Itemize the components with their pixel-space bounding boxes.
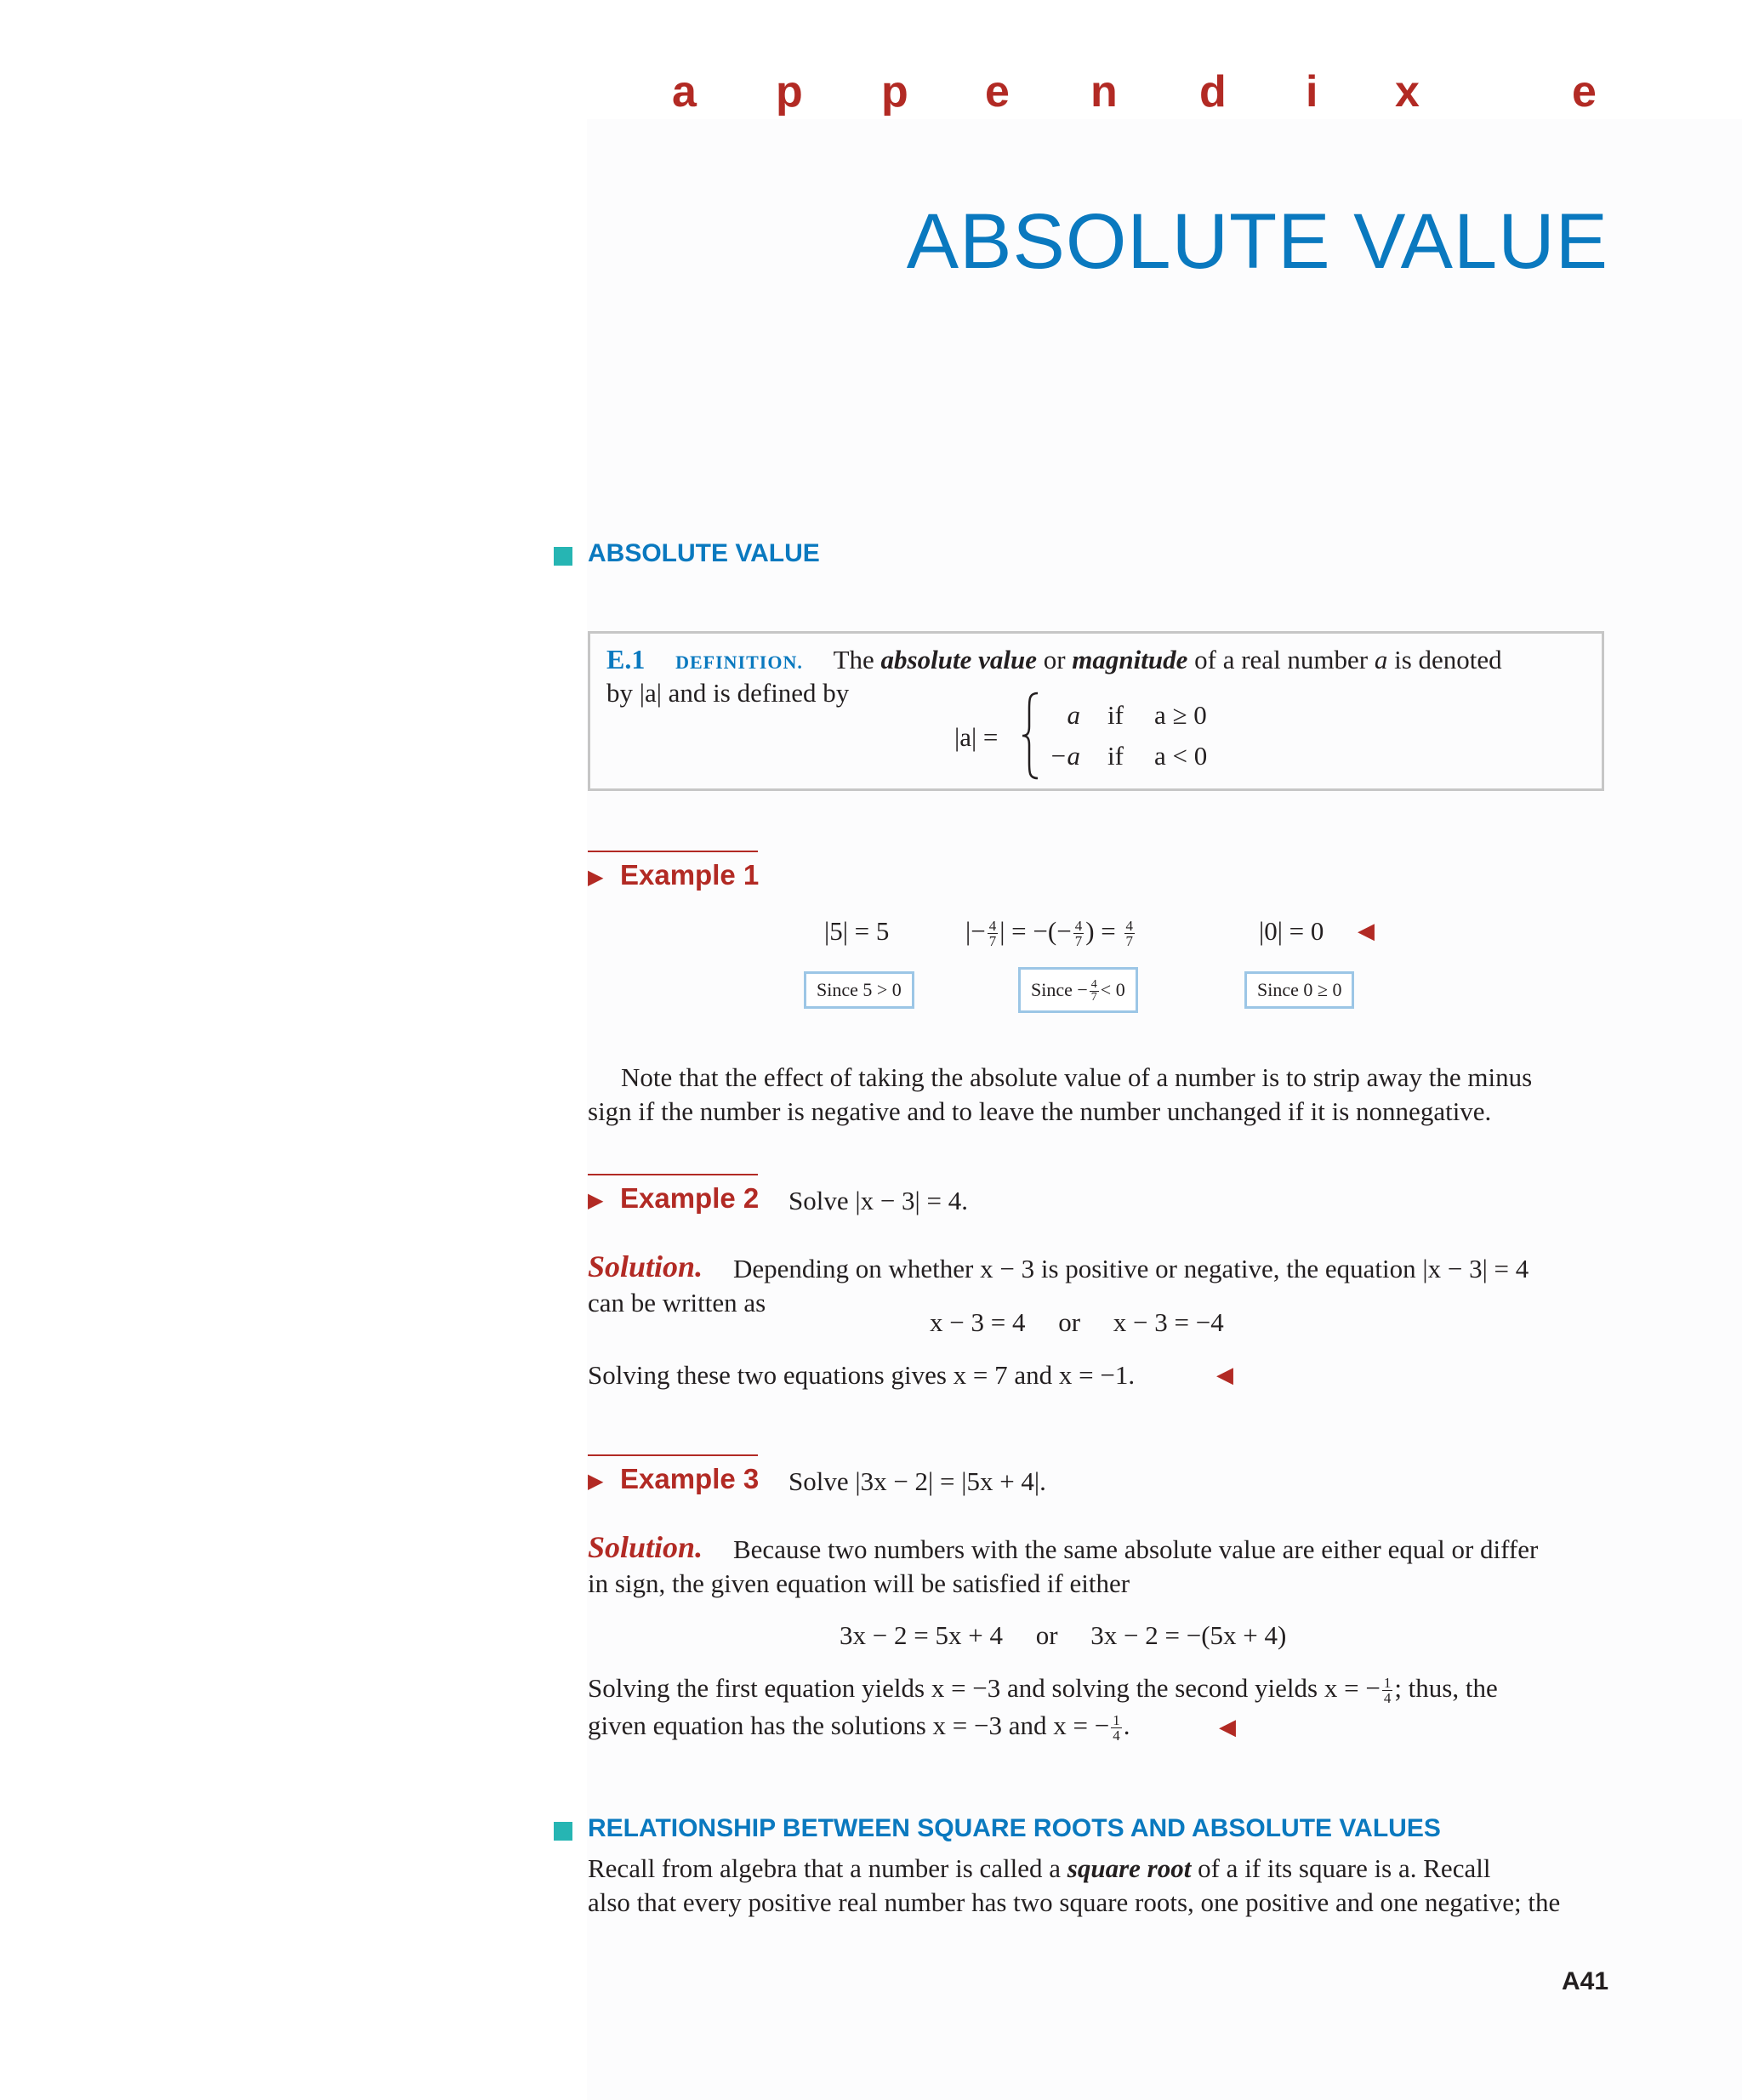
- paragraph-line: Recall from algebra that a number is called a square root of a if its square is a. Recall: [588, 1853, 1491, 1883]
- section-heading: RELATIONSHIP BETWEEN SQUARE ROOTS AND ABSOLUTE VALUES: [588, 1814, 1441, 1842]
- definition-text: is denoted: [1394, 645, 1502, 674]
- section-marker-icon: [554, 1822, 572, 1841]
- definition-number: E.1: [606, 644, 646, 674]
- end-of-example-icon: ◀: [1219, 1715, 1236, 1739]
- definition-text: or: [1043, 645, 1066, 674]
- note-box: Since 5 > 0: [804, 971, 914, 1009]
- case-condition: a ≥ 0: [1154, 700, 1207, 730]
- paragraph-line: in sign, the given equation will be satisfied if either: [588, 1568, 1130, 1598]
- paragraph-line: can be written as: [588, 1288, 766, 1317]
- paragraph-line: Because two numbers with the same absolute value are either equal or differ: [733, 1534, 1539, 1564]
- case-value: −a: [1049, 741, 1080, 771]
- appendix-letter: a: [672, 67, 697, 117]
- definition-term: magnitude: [1072, 645, 1188, 674]
- appendix-letter: i: [1306, 67, 1318, 117]
- definition-lhs: |a| =: [954, 722, 999, 752]
- definition-label: DEFINITION.: [675, 652, 803, 673]
- example-heading: Example 2: [620, 1182, 760, 1214]
- definition-text: of a real number: [1194, 645, 1369, 674]
- definition-line-2: by |a| and is defined by: [606, 678, 850, 708]
- end-of-example-icon: ◀: [1216, 1363, 1233, 1387]
- page-title: ABSOLUTE VALUE: [906, 198, 1608, 285]
- paragraph-line: given equation has the solutions x = −3 and x = − $\frac{1}{4}$ .: [588, 1710, 1130, 1744]
- appendix-letter: d: [1199, 67, 1227, 117]
- display-equation: 3x − 2 = 5x + 4 or 3x − 2 = −(5x + 4): [840, 1620, 1287, 1650]
- solution-label: Solution.: [588, 1249, 703, 1283]
- paragraph-line: also that every positive real number has two square roots, one positive and one negative; the: [588, 1887, 1561, 1917]
- example-arrow-icon: ▶: [588, 1471, 604, 1493]
- example-heading: Example 3: [620, 1463, 760, 1494]
- appendix-letter: n: [1090, 67, 1118, 117]
- appendix-letter: e: [1572, 67, 1597, 117]
- case-if: if: [1107, 741, 1124, 771]
- defined-term: square root: [1067, 1853, 1192, 1883]
- example-rule: [588, 851, 758, 852]
- paragraph-line: Note that the effect of taking the absolute value of a number is to strip away the minus: [621, 1062, 1533, 1092]
- case-value: a: [1067, 700, 1080, 730]
- section-heading: ABSOLUTE VALUE: [588, 539, 820, 567]
- example1-equation: |0| = 0: [1259, 916, 1324, 946]
- definition-term: absolute value: [880, 645, 1037, 674]
- piecewise-brace-icon: [1021, 691, 1041, 781]
- page-number: A41: [1562, 1967, 1609, 1995]
- definition-line-1: [606, 642, 1593, 680]
- example-problem: Solve |x − 3| = 4.: [788, 1186, 968, 1215]
- example-rule: [588, 1174, 758, 1175]
- solution-label: Solution.: [588, 1530, 703, 1564]
- example-heading: Example 1: [620, 859, 760, 891]
- example1-equation: |− $\frac{4}{7}$ | = −(− $\frac{4}{7}$ ) = $\frac{4}{7}$: [965, 916, 1133, 950]
- definition-text: The: [833, 645, 874, 674]
- paragraph-line: Solving the first equation yields x = −3 and solving the second yields x = − $\frac{1}{4}$ ; thus, the: [588, 1673, 1498, 1707]
- end-of-example-icon: ◀: [1358, 919, 1375, 943]
- paragraph-line: Depending on whether x − 3 is positive or negative, the equation |x − 3| = 4: [733, 1254, 1529, 1283]
- display-equation: x − 3 = 4 or x − 3 = −4: [930, 1307, 1224, 1337]
- example-arrow-icon: ▶: [588, 867, 604, 889]
- example-arrow-icon: ▶: [588, 1190, 604, 1212]
- appendix-letter: x: [1395, 67, 1420, 117]
- appendix-letter: p: [776, 67, 803, 117]
- case-if: if: [1107, 700, 1124, 730]
- appendix-letter: e: [985, 67, 1010, 117]
- paragraph-line: Solving these two equations gives x = 7 and x = −1.: [588, 1360, 1136, 1390]
- example-rule: [588, 1454, 758, 1456]
- example-problem: Solve |3x − 2| = |5x + 4|.: [788, 1466, 1046, 1496]
- note-box: Since − $\frac{4}{7}$ < 0: [1018, 967, 1138, 1013]
- example1-equation: |5| = 5: [824, 916, 890, 946]
- appendix-letter: p: [881, 67, 908, 117]
- section-marker-icon: [554, 547, 572, 566]
- paragraph-line: sign if the number is negative and to leave the number unchanged if it is nonnegative.: [588, 1096, 1492, 1126]
- case-condition: a < 0: [1154, 741, 1208, 771]
- definition-variable: a: [1374, 645, 1388, 674]
- note-box: Since 0 ≥ 0: [1244, 971, 1354, 1009]
